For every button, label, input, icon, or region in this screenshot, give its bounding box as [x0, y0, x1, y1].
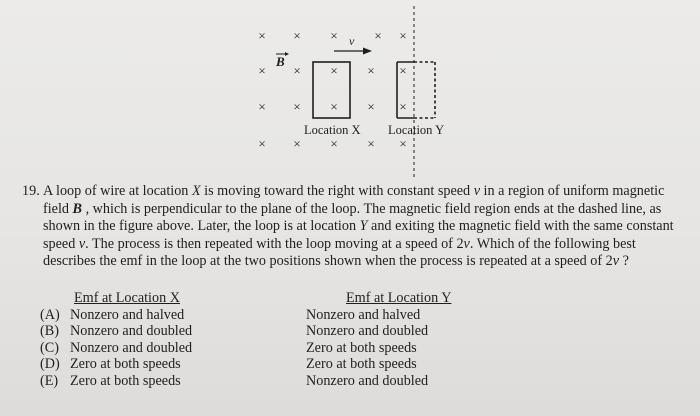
field-cross-icon: × [258, 28, 266, 43]
choice-emf-y: Zero at both speeds [306, 339, 417, 356]
field-cross-icon: × [293, 99, 301, 114]
choice-emf-y: Zero at both speeds [306, 356, 417, 373]
field-cross-icon: × [293, 63, 301, 78]
speed-symbol: v [78, 235, 86, 252]
magnetic-field-figure [0, 0, 700, 180]
choice-label: (D) [40, 356, 60, 373]
choice-b[interactable] [40, 323, 680, 340]
choice-e[interactable] [40, 373, 680, 390]
question-body [43, 183, 684, 271]
field-cross-icon: × [374, 28, 382, 43]
b-field-symbol: B [72, 200, 83, 217]
choice-a[interactable] [40, 307, 680, 324]
location-x-label: Location X [304, 123, 361, 137]
question-part: ? [619, 253, 629, 270]
location-y-label: Location Y [388, 123, 445, 137]
field-cross-icon: × [367, 99, 375, 114]
field-cross-icon: × [399, 28, 407, 43]
choice-label: (B) [40, 323, 59, 340]
location-x-symbol: X [191, 183, 201, 199]
velocity-label: v [349, 34, 355, 48]
question-number: 19. [22, 183, 40, 199]
field-cross-icon: × [258, 99, 266, 114]
question-part: in a region of uniform magnetic field [43, 183, 665, 217]
b-field-label: B [276, 54, 285, 69]
question-part: , which is perpendicular to the plane of the loop. The magnetic field region ends at the dashed line, as shown in the figure above. Later, the loop is at location [43, 200, 662, 235]
choice-emf-y: Nonzero and doubled [306, 372, 429, 389]
field-cross-icon: × [367, 63, 375, 78]
field-cross-icon: × [399, 136, 407, 151]
question-part: and exiting the magnetic field with the same constant speed [43, 218, 674, 252]
speed-symbol: v [463, 235, 470, 252]
field-cross-icon: × [330, 99, 338, 114]
choice-label: (C) [40, 339, 59, 356]
choice-emf-x: Zero at both speeds [70, 356, 181, 373]
field-cross-icon: × [330, 28, 338, 43]
answer-choices [40, 290, 680, 390]
field-cross-icon: × [330, 63, 338, 78]
header-emf-location-x: Emf at Location X [74, 290, 180, 306]
choice-c[interactable] [40, 340, 680, 357]
choice-emf-x: Nonzero and doubled [70, 339, 193, 356]
field-cross-icon: × [258, 136, 266, 151]
question-text [22, 183, 684, 271]
field-cross-icon: × [399, 63, 407, 78]
choice-label: (A) [40, 306, 60, 323]
choices-header [40, 290, 680, 307]
header-emf-location-y: Emf at Location Y [346, 290, 452, 306]
field-cross-icon: × [330, 136, 338, 151]
location-y-symbol: Y [359, 218, 368, 235]
b-vector-arrowhead [285, 52, 289, 56]
field-cross-icon: × [293, 28, 301, 43]
question-part: . Which of the following best describes the emf in the loop at the two positions shown when the process is repeated at a speed of 2 [43, 235, 636, 270]
choice-emf-x: Nonzero and doubled [70, 323, 193, 340]
field-cross-icon: × [258, 63, 266, 78]
question-part: is moving toward the right with constant speed [200, 183, 474, 199]
field-cross-icon: × [399, 99, 407, 114]
question-part: . The process is then repeated with the loop moving at a speed of 2 [85, 235, 464, 252]
velocity-arrowhead [363, 48, 372, 55]
choice-label: (E) [40, 372, 59, 389]
choice-d[interactable] [40, 356, 680, 373]
choice-emf-x: Zero at both speeds [70, 372, 181, 389]
field-cross-icon: × [293, 136, 301, 151]
field-cross-icon: × [367, 136, 375, 151]
speed-symbol: v [473, 183, 480, 199]
choice-emf-y: Nonzero and halved [306, 306, 421, 323]
speed-symbol: v [612, 253, 620, 270]
choice-emf-x: Nonzero and halved [70, 306, 185, 323]
question-part: A loop of wire at location [43, 183, 192, 199]
choice-emf-y: Nonzero and doubled [306, 323, 429, 340]
